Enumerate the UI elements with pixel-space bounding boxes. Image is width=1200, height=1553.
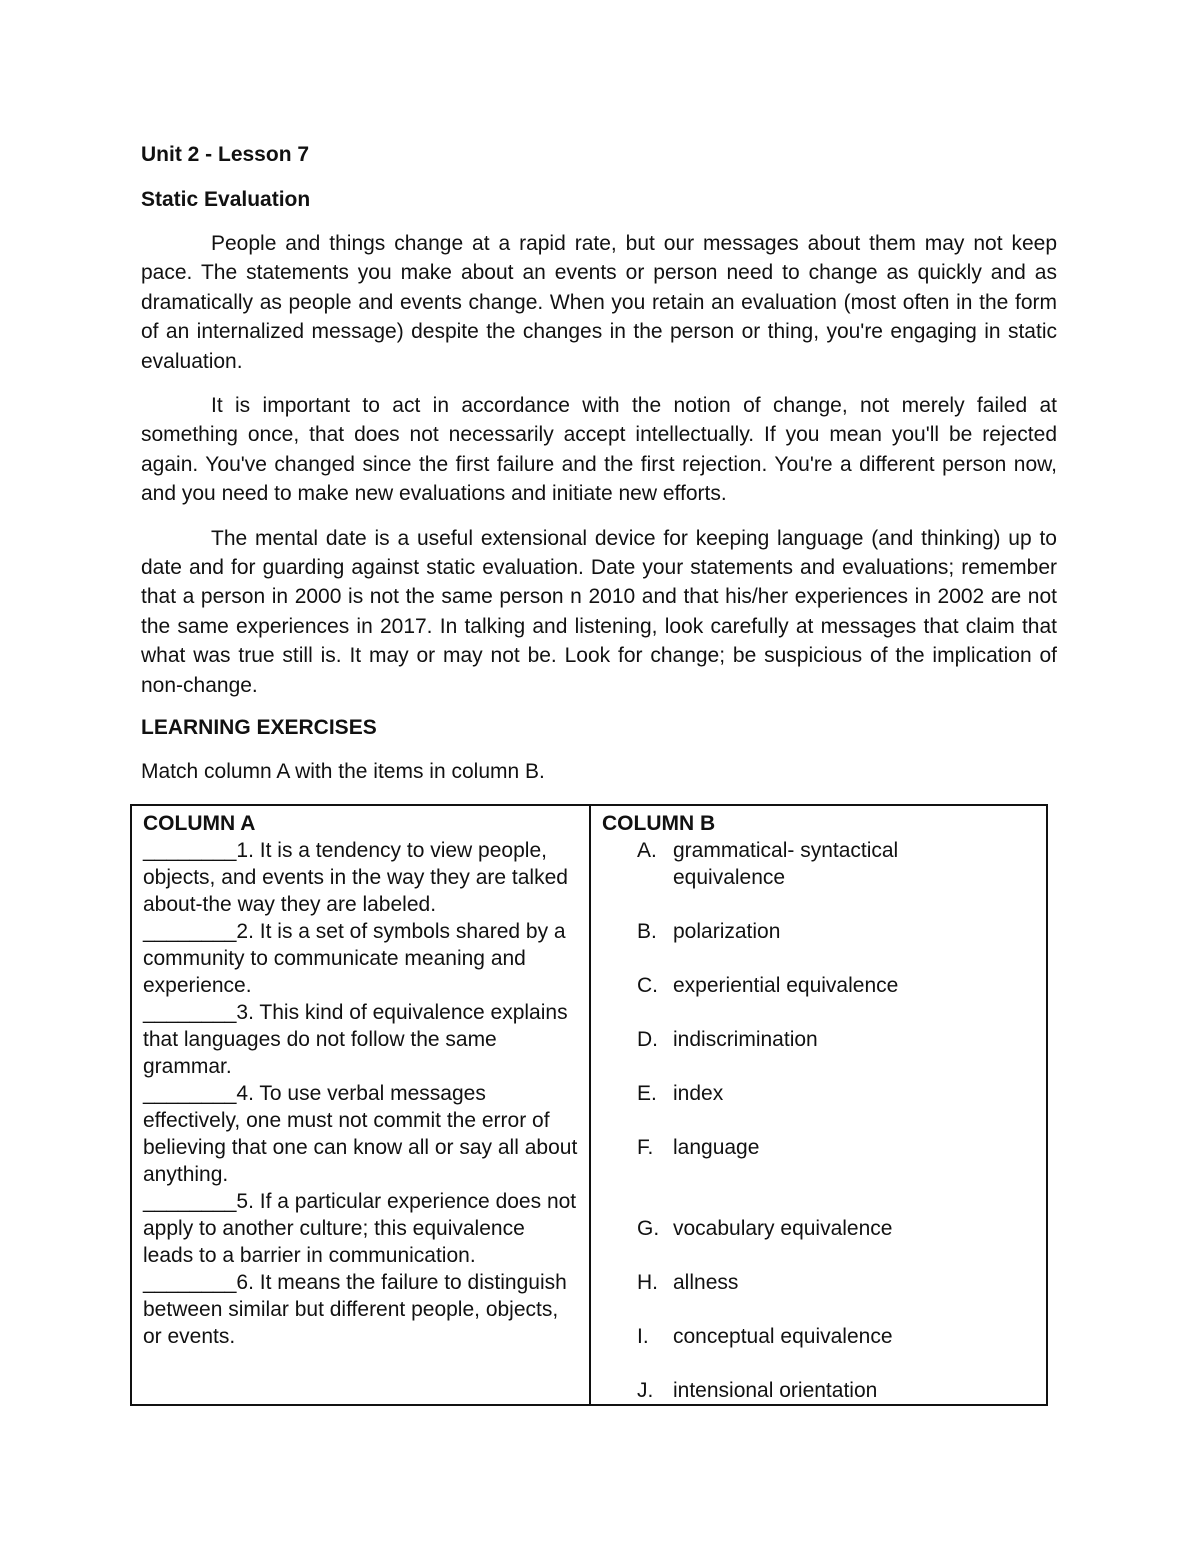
column-a-item: ________3. This kind of equivalence explains that languages do not follow the same grammar. <box>143 1001 568 1078</box>
column-b-item <box>602 1215 1036 1242</box>
column-b-item <box>602 918 1036 945</box>
unit-title: Unit 2 - Lesson 7 <box>141 143 310 166</box>
item-text: vocabulary equivalence <box>673 1217 893 1240</box>
item-text: grammatical- syntactical equivalence <box>673 839 899 889</box>
column-b-item <box>602 1080 1036 1107</box>
column-b-item <box>602 1323 1036 1350</box>
item-letter: F. <box>637 1136 654 1159</box>
item-text: polarization <box>673 920 781 943</box>
item-letter: B. <box>637 920 657 943</box>
document-page <box>141 140 1057 802</box>
section-title: Static Evaluation <box>141 188 311 211</box>
item-letter: D. <box>637 1028 658 1051</box>
column-a-item: ________5. If a particular experience does not apply to another culture; this equivalence leads to a barrier in communication. <box>143 1190 577 1267</box>
item-letter: G. <box>637 1217 660 1240</box>
column-b-item <box>602 1026 1036 1053</box>
exercises-title: LEARNING EXERCISES <box>141 716 377 740</box>
item-text: conceptual equivalence <box>673 1325 893 1348</box>
instruction: Match column A with the items in column B. <box>141 760 545 784</box>
item-text: allness <box>673 1271 739 1294</box>
column-a-header: COLUMN A <box>143 812 256 835</box>
column-a-item: ________1. It is a tendency to view people, objects, and events in the way they are talked about-the way they are labeled. <box>143 839 568 916</box>
item-text: language <box>673 1136 760 1159</box>
item-text: intensional orientation <box>673 1379 878 1402</box>
column-b <box>590 805 1047 1405</box>
item-text: indiscrimination <box>673 1028 818 1051</box>
item-letter: J. <box>637 1379 654 1402</box>
column-a-item: ________2. It is a set of symbols shared by a community to communicate meaning and experience. <box>143 920 566 997</box>
column-b-item <box>602 1377 1036 1404</box>
item-letter: H. <box>637 1271 658 1294</box>
column-b-header: COLUMN B <box>602 812 716 835</box>
item-letter: I. <box>637 1325 649 1348</box>
matching-table <box>130 804 1048 1406</box>
column-a-item: ________4. To use verbal messages effectively, one must not commit the error of believing that one can know all or say all about anything. <box>143 1082 578 1186</box>
item-letter: A. <box>637 839 657 862</box>
column-b-item <box>602 972 1036 999</box>
paragraph: People and things change at a rapid rate, but our messages about them may not keep pace. The statements you make about an events or person need to change as quickly and as dramatically as people and events change. When you retain an evaluation (most often in the form of an internalized message) despite the changes in the person or thing, you're engaging in static evaluation. <box>141 232 1057 373</box>
item-letter: E. <box>637 1082 657 1105</box>
item-letter: C. <box>637 974 658 997</box>
paragraph: The mental date is a useful extensional device for keeping language (and thinking) up to date and for guarding against static evaluation. Date your statements and evaluations; remember that a person in 2000 is not the same person n 2010 and that his/her experiences in 2002 are not the same experiences in 2017. In talking and listening, look carefully at messages that claim that what was true still is. It may or may not be. Look for change; be suspicious of the implication of non-change. <box>141 526 1057 697</box>
item-text: index <box>673 1082 724 1105</box>
item-text: experiential equivalence <box>673 974 899 997</box>
column-b-item <box>602 1269 1036 1296</box>
column-b-item <box>602 1134 1036 1161</box>
paragraph: It is important to act in accordance with the notion of change, not merely failed at something once, that does not necessarily accept intellectually. If you mean you'll be rejected again. You've changed since the first failure and the first rejection. You're a different person now, and you need to make new evaluations and initiate new efforts. <box>141 394 1057 506</box>
column-b-item <box>602 837 1036 891</box>
column-a <box>131 805 590 1405</box>
column-a-item: ________6. It means the failure to distinguish between similar but different people, objects, or events. <box>143 1271 567 1348</box>
